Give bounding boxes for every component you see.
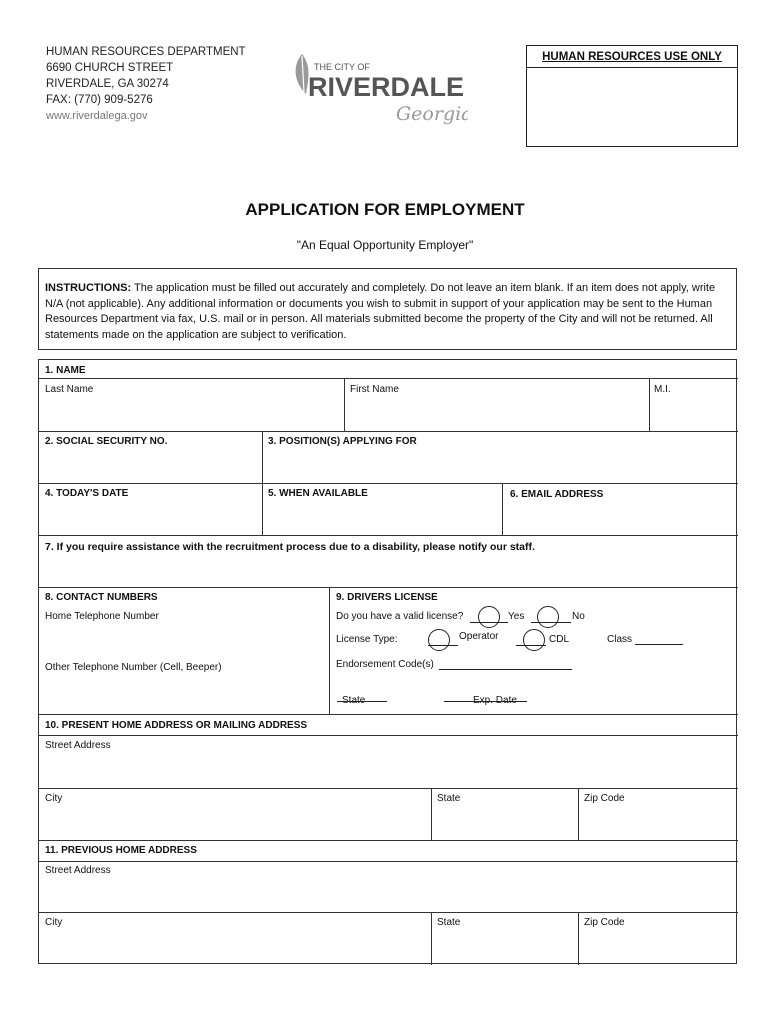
divider: [431, 788, 432, 840]
endorsement-label: Endorsement Code(s): [336, 659, 434, 670]
when-available-field[interactable]: 5. WHEN AVAILABLE: [268, 488, 368, 499]
divider: [39, 587, 738, 588]
class-label: Class: [607, 634, 633, 645]
divider: [39, 714, 738, 715]
class-input-line[interactable]: [635, 644, 683, 645]
license-type-label: License Type:: [336, 634, 398, 645]
divider: [649, 378, 650, 431]
hr-use-only-box: [526, 45, 738, 147]
divider: [262, 431, 263, 535]
divider: [502, 483, 503, 535]
logo-main-text: RIVERDALE: [308, 72, 465, 102]
section-name-heading: 1. NAME: [45, 365, 86, 376]
divider: [39, 735, 738, 736]
previous-street-address-field[interactable]: Street Address: [45, 865, 111, 876]
city-logo: [288, 48, 468, 128]
last-name-field[interactable]: Last Name: [45, 384, 94, 395]
logo-top-text: THE CITY OF: [314, 62, 370, 72]
cdl-radio[interactable]: [523, 629, 545, 651]
operator-radio[interactable]: [428, 629, 450, 651]
previous-state-field[interactable]: State: [437, 917, 461, 928]
divider: [344, 378, 345, 431]
contact-numbers-heading: 8. CONTACT NUMBERS: [45, 592, 158, 603]
address-line: RIVERDALE, GA 30274: [46, 78, 169, 90]
divider: [39, 912, 738, 913]
home-telephone-field[interactable]: Home Telephone Number: [45, 611, 159, 622]
no-label: No: [572, 611, 585, 622]
previous-city-field[interactable]: City: [45, 917, 63, 928]
divider: [39, 378, 738, 379]
page-subtitle: "An Equal Opportunity Employer": [296, 238, 474, 252]
divider: [39, 483, 738, 484]
divider: [39, 861, 738, 862]
city-logo-icon: [288, 48, 468, 128]
first-name-field[interactable]: First Name: [350, 384, 399, 395]
address-line: FAX: (770) 909-5276: [46, 94, 153, 106]
valid-license-question: Do you have a valid license?: [336, 611, 464, 622]
divider: [39, 840, 738, 841]
divider: [39, 788, 738, 789]
position-field[interactable]: 3. POSITION(S) APPLYING FOR: [268, 436, 417, 447]
hr-use-only-label: HUMAN RESOURCES USE ONLY: [527, 46, 737, 68]
website-link[interactable]: www.riverdalega.gov: [46, 110, 148, 122]
instructions-text: The application must be filled out accurately and completely. Do not leave an item blank. If an item does not apply, write N/A (not applicable). Any additional information or documents you wish to submit in support of your application may be sent to the Human Resources Department via fax, U.S. mail or in person. All materials submitted become the property of the City and will not be returned. All statements made on the application are subject to verification.: [45, 282, 716, 341]
page-title: APPLICATION FOR EMPLOYMENT: [245, 200, 525, 219]
divider: [578, 912, 579, 965]
divider: [578, 788, 579, 840]
middle-initial-field[interactable]: M.I.: [654, 384, 671, 395]
instructions-heading: INSTRUCTIONS:: [45, 282, 132, 294]
state-input-line[interactable]: [337, 701, 387, 702]
previous-address-heading: 11. PREVIOUS HOME ADDRESS: [45, 845, 197, 856]
yes-radio[interactable]: [478, 606, 500, 628]
yes-label: Yes: [508, 611, 525, 622]
todays-date-field[interactable]: 4. TODAY'S DATE: [45, 488, 129, 499]
street-address-field[interactable]: Street Address: [45, 740, 111, 751]
divider: [39, 431, 738, 432]
exp-date-input-line[interactable]: [444, 701, 527, 702]
logo-script-text: Georgia: [396, 103, 468, 125]
present-address-heading: 10. PRESENT HOME ADDRESS OR MAILING ADDRESS: [45, 720, 308, 731]
divider: [431, 912, 432, 965]
no-radio[interactable]: [537, 606, 559, 628]
operator-label: Operator: [459, 631, 499, 642]
divider: [329, 587, 330, 714]
other-telephone-field[interactable]: Other Telephone Number (Cell, Beeper): [45, 662, 222, 673]
application-form: [38, 359, 737, 964]
email-field[interactable]: 6. EMAIL ADDRESS: [510, 489, 604, 500]
divider: [39, 535, 738, 536]
ssn-field[interactable]: 2. SOCIAL SECURITY NO.: [45, 436, 168, 447]
previous-zip-code-field[interactable]: Zip Code: [584, 917, 625, 928]
drivers-license-heading: 9. DRIVERS LICENSE: [336, 592, 438, 603]
state-field[interactable]: State: [437, 793, 461, 804]
endorsement-input-line[interactable]: [439, 669, 572, 670]
disability-notice: 7. If you require assistance with the recruitment process due to a disability, please notify our staff.: [45, 541, 535, 553]
city-field[interactable]: City: [45, 793, 63, 804]
address-line: HUMAN RESOURCES DEPARTMENT: [46, 46, 246, 58]
instructions-box: [38, 268, 737, 350]
hr-address-block: [46, 44, 246, 124]
zip-code-field[interactable]: Zip Code: [584, 793, 625, 804]
cdl-label: CDL: [549, 634, 570, 645]
address-line: 6690 CHURCH STREET: [46, 62, 174, 74]
